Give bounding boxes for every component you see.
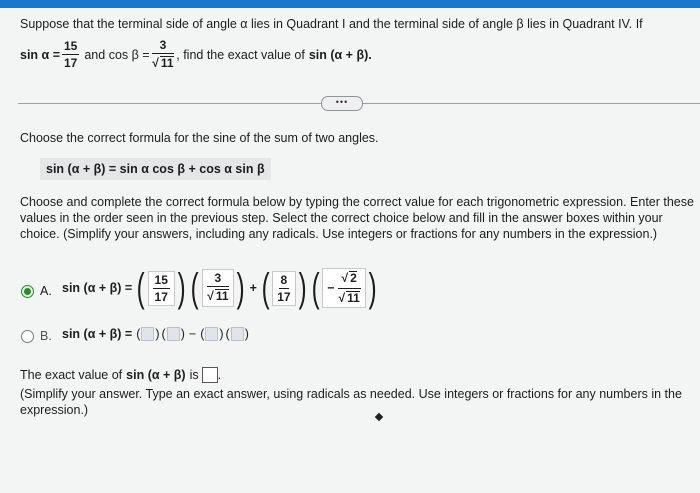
choice-a-term3: ( $\frac{8}{17}$ ) [261, 266, 307, 310]
find-text: , find the exact value of [176, 47, 305, 62]
step1-prompt: Choose the correct formula for the sine of the sum of two angles. [20, 131, 379, 145]
final-prompt-expr: sin (α + β) [126, 368, 186, 382]
final-answer-input[interactable] [202, 367, 218, 383]
choice-b-minus: − [188, 327, 197, 341]
final-prompt-post: is [189, 368, 199, 382]
choice-b-box4[interactable] [231, 327, 244, 341]
sin-alpha-label: sin α = [20, 47, 60, 62]
choice-a-letter: A. [40, 284, 52, 298]
step2-instructions: Choose and complete the correct formula below by typing the correct value for each trigonometric expression. Enter these values in the order seen in the previous step. Select the correct choice below and fill in the answer boxes within your choice. (Simplify your answers, including any radicals. Use integers or fractions for any numbers in the expression.) [20, 195, 694, 241]
question-line1: Suppose that the terminal side of angle α lies in Quadrant I and the terminal side of angle β lies in Quadrant IV. If [20, 17, 643, 31]
final-prompt-pre: The exact value of [20, 368, 123, 382]
find-expression: sin (α + β). [308, 47, 372, 62]
choice-a-radio[interactable] [21, 285, 34, 298]
choice-b-radio[interactable] [21, 330, 34, 343]
answer-box-sin-beta[interactable]: − $\frac{√ 2}{√ 11}$ [322, 268, 366, 307]
choice-b-letter: B. [40, 329, 52, 343]
choice-b-box1[interactable] [141, 327, 154, 341]
choice-a-formula [62, 262, 379, 314]
cos-beta-denominator: √ 11 [152, 56, 174, 70]
choice-a-term2: ( $\frac{3}{√ 11}$ ) [190, 266, 245, 310]
cos-beta-fraction [152, 39, 175, 70]
cos-beta-numerator: 3 [152, 39, 175, 54]
choice-a-term1: ( $\frac{15}{17}$ ) [136, 266, 186, 310]
final-hint: (Simplify your answer. Type an exact answer, using radicals as needed. Use integers or fractions for any numbers in the expression.) [20, 387, 682, 417]
answer-box-cos-beta[interactable]: $\frac{3}{√ 11}$ [202, 269, 235, 306]
answer-box-sin-alpha[interactable]: $\frac{15}{17}$ [148, 271, 175, 306]
sin-alpha-fraction [62, 40, 79, 69]
choice-b-box2[interactable] [167, 327, 180, 341]
choice-b-formula: sin (α + β) = ( ) ( ) − ( ) ( ) [62, 327, 249, 341]
top-accent-bar [0, 0, 700, 8]
choice-b-expr: sin (α + β) = [62, 327, 133, 341]
sum-formula-text: sin (α + β) = sin α cos β + cos α sin β [46, 162, 265, 176]
sin-alpha-denominator: 17 [64, 56, 78, 71]
final-prompt: The exact value of sin (α + β) is . [20, 368, 222, 382]
choice-a-plus: + [249, 281, 257, 295]
sin-alpha-numerator: 15 [64, 39, 78, 54]
and-cos-label: and cos β = [84, 47, 150, 62]
more-button[interactable]: ••• [321, 96, 363, 111]
choice-b-box3[interactable] [205, 327, 218, 341]
choice-a-term4: ( − $\frac{√ 2}{√ 11}$ ) [311, 266, 377, 310]
choice-a-expr: sin (α + β) = [62, 281, 133, 295]
answer-box-cos-alpha[interactable]: $\frac{8}{17}$ [272, 271, 295, 306]
question-line2 [20, 39, 372, 70]
selected-formula [40, 158, 271, 180]
